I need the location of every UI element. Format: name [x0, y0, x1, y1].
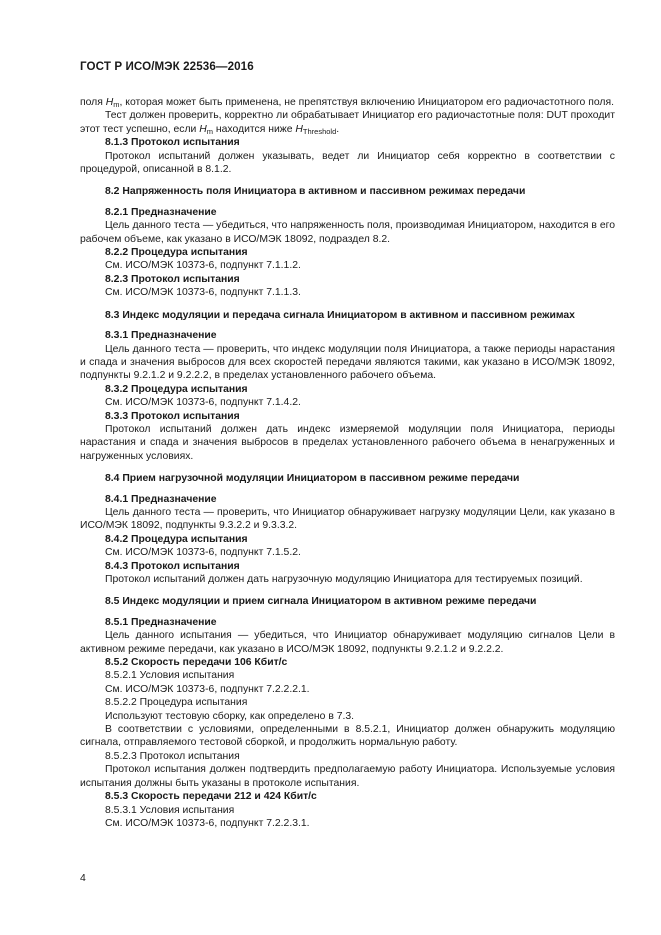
paragraph-test-check: Тест должен проверить, корректно ли обрабатывает Инициатор его радиочастотные поля: DUT проходит этот тест успешно, если $H_m$ находится ниже $H_{Threshold}$.: [80, 110, 615, 136]
paragraph-8-2-3: См. ИСО/МЭК 10373-6, подпункт 7.1.1.3.: [105, 287, 301, 299]
heading-8-3-1: 8.3.1 Предназначение: [105, 330, 217, 342]
paragraph-8-4-2: См. ИСО/МЭК 10373-6, подпункт 7.1.5.2.: [105, 547, 301, 559]
paragraph-8-1-3: Протокол испытаний должен указывать, ведет ли Инициатор себя корректно в соответствии с процедурой, описанной в 8.1.2.: [80, 150, 615, 176]
section-heading-8-5: 8.5 Индекс модуляции и прием сигнала Инициатором в активном режиме передачи: [105, 596, 537, 608]
paragraph-8-2-2: См. ИСО/МЭК 10373-6, подпункт 7.1.1.2.: [105, 260, 301, 272]
heading-8-4-3: 8.4.3 Протокол испытания: [105, 560, 240, 572]
document-body: [80, 96, 615, 830]
page-number: 4: [80, 873, 86, 884]
heading-8-4-2: 8.4.2 Процедура испытания: [105, 533, 248, 545]
heading-8-5-1: 8.5.1 Предназначение: [105, 616, 217, 628]
heading-8-5-2-3: 8.5.2.3 Протокол испытания: [105, 750, 240, 762]
heading-8-5-2: 8.5.2 Скорость передачи 106 Кбит/с: [105, 657, 288, 669]
paragraph-8-4-1: Цель данного теста — проверить, что Инициатор обнаруживает нагрузку модуляции Цели, как указано в ИСО/МЭК 18092, подпункты 9.3.2.2 и 9.3.3.2.: [80, 506, 615, 532]
heading-8-5-2-1: 8.5.2.1 Условия испытания: [105, 670, 235, 682]
heading-8-3-2: 8.3.2 Процедура испытания: [105, 383, 248, 395]
paragraph-8-2-1: Цель данного теста — убедиться, что напряженность поля, производимая Инициатором, находится в его рабочем объеме, как указано в ИСО/МЭК 18092, подраздел 8.2.: [80, 220, 615, 245]
document-header: ГОСТ Р ИСО/МЭК 22536—2016: [80, 60, 254, 73]
section-heading-8-4: 8.4 Прием нагрузочной модуляции Инициатором в пассивном режиме передачи: [105, 473, 520, 485]
paragraph-8-3-1: Цель данного теста — проверить, что индекс модуляции поля Инициатора, а также периоды нарастания и спада и значения выбросов для всех скоростей передачи являются такими, как указано в ИСО/МЭК 18092, подпункты 9.2.1.2 и 9.2.2.2, в пределах установленного рабочего объема.: [80, 343, 615, 382]
section-heading-8-3: 8.3 Индекс модуляции и передача сигнала Инициатором в активном и пассивном режимах: [105, 309, 575, 321]
paragraph-8-5-2-1: См. ИСО/МЭК 10373-6, подпункт 7.2.2.2.1.: [105, 683, 310, 695]
paragraph-8-3-3: Протокол испытаний должен дать индекс измеряемой модуляции поля Инициатора, периоды нарастания и спада и значения выбросов в пределах установленного рабочего объема в ненагруженных и нагруженных условиях.: [80, 423, 615, 462]
paragraph-hm-continuation: поля $H_m$, которая может быть применена, не препятствуя включению Инициатором его радиочастотного поля.: [80, 97, 614, 109]
heading-8-2-3: 8.2.3 Протокол испытания: [105, 273, 240, 285]
paragraph-8-5-2-2b: В соответствии с условиями, определенными в 8.5.2.1, Инициатор должен обнаружить модуляцию сигнала, отправляемого тестовой сборкой, и продолжить нормальную работу.: [80, 724, 615, 749]
section-heading-8-2: 8.2 Напряженность поля Инициатора в активном и пассивном режимах передачи: [105, 186, 526, 198]
heading-8-2-1: 8.2.1 Предназначение: [105, 206, 217, 218]
paragraph-8-5-1: Цель данного испытания — убедиться, что Инициатор обнаруживает модуляцию сигналов Цели в активном режиме передачи, как указано в ИСО/МЭК 18092, подпункты 9.2.1.2 и 9.2.2.2.: [80, 630, 615, 655]
paragraph-8-4-3: Протокол испытаний должен дать нагрузочную модуляцию Инициатора для тестируемых позиций.: [105, 574, 583, 585]
paragraph-8-5-2-3: Протокол испытания должен подтвердить предполагаемую работу Инициатора. Используемые условия испытания должны быть указаны в протоколе испытания.: [80, 764, 615, 789]
paragraph-8-5-3-1: См. ИСО/МЭК 10373-6, подпункт 7.2.2.3.1.: [105, 817, 310, 829]
paragraph-8-5-2-2a: Используют тестовую сборку, как определено в 7.3.: [105, 710, 355, 722]
heading-8-1-3: 8.1.3 Протокол испытания: [105, 137, 240, 149]
heading-8-4-1: 8.4.1 Предназначение: [105, 493, 217, 505]
heading-8-3-3: 8.3.3 Протокол испытания: [105, 410, 240, 422]
paragraph-8-3-2: См. ИСО/МЭК 10373-6, подпункт 7.1.4.2.: [105, 397, 301, 409]
heading-8-5-3-1: 8.5.3.1 Условия испытания: [105, 804, 235, 816]
heading-8-2-2: 8.2.2 Процедура испытания: [105, 247, 248, 259]
heading-8-5-3: 8.5.3 Скорость передачи 212 и 424 Кбит/с: [105, 791, 317, 803]
heading-8-5-2-2: 8.5.2.2 Процедура испытания: [105, 697, 248, 709]
